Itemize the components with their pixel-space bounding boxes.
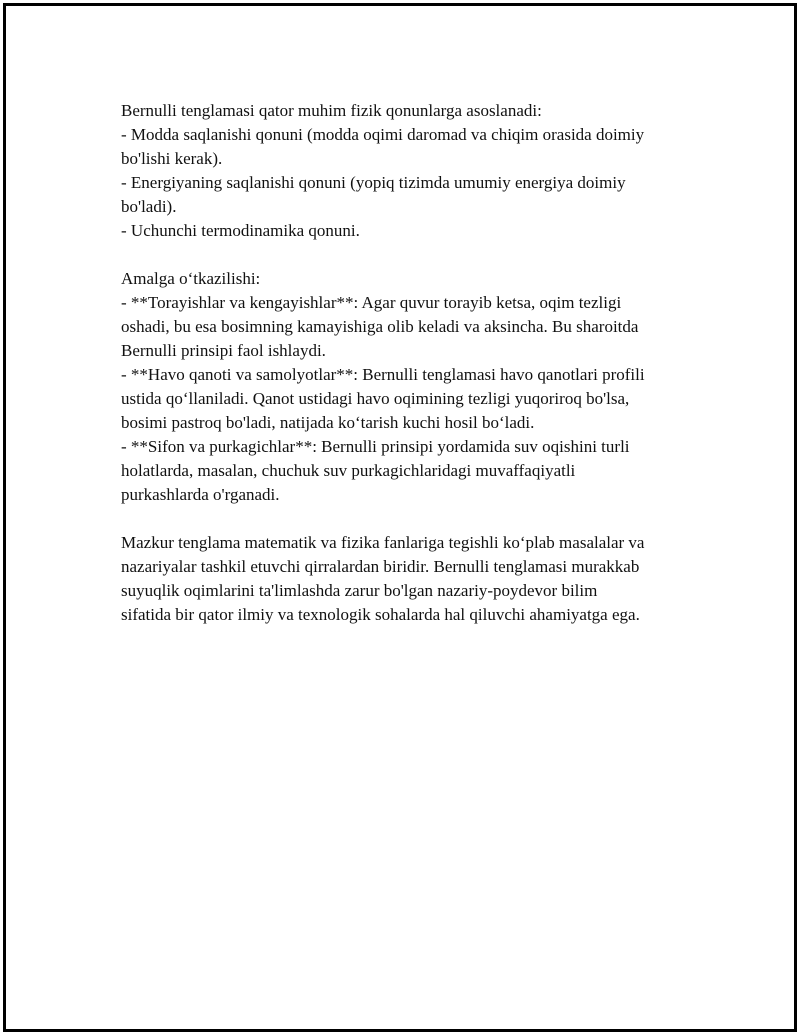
document-page: [3, 3, 797, 1032]
text-line: - **Torayishlar va kengayishlar**: Agar quvur torayib ketsa, oqim tezligi: [121, 293, 622, 312]
text-line: suyuqlik oqimlarini ta'limlashda zarur bo'lgan nazariy-poydevor bilim: [121, 581, 598, 600]
text-line: oshadi, bu esa bosimning kamayishiga olib keladi va aksincha. Bu sharoitda: [121, 317, 639, 336]
text-line: - **Sifon va purkagichlar**: Bernulli prinsipi yordamida suv oqishini turli: [121, 437, 630, 456]
text-line: - Uchunchi termodinamika qonuni.: [121, 221, 360, 240]
document-body: [121, 99, 701, 651]
paragraph-principles: [121, 99, 701, 243]
paragraph-conclusion: [121, 531, 701, 627]
text-line: holatlarda, masalan, chuchuk suv purkagichlaridagi muvaffaqiyatli: [121, 461, 576, 480]
text-line: sifatida bir qator ilmiy va texnologik sohalarda hal qiluvchi ahamiyatga ega.: [121, 605, 640, 624]
text-line: purkashlarda o'rganadi.: [121, 485, 280, 504]
text-line: bo'ladi).: [121, 197, 177, 216]
text-line: bosimi pastroq bo'ladi, natijada koʻtarish kuchi hosil boʻladi.: [121, 413, 535, 432]
text-line: bo'lishi kerak).: [121, 149, 223, 168]
text-line: Bernulli tenglamasi qator muhim fizik qonunlarga asoslanadi:: [121, 101, 542, 120]
text-line: ustida qoʻllaniladi. Qanot ustidagi havo oqimining tezligi yuqoriroq bo'lsa,: [121, 389, 630, 408]
text-line: - Energiyaning saqlanishi qonuni (yopiq tizimda umumiy energiya doimiy: [121, 173, 626, 192]
text-line: Mazkur tenglama matematik va fizika fanlariga tegishli koʻplab masalalar va: [121, 533, 645, 552]
text-line: - Modda saqlanishi qonuni (modda oqimi daromad va chiqim orasida doimiy: [121, 125, 645, 144]
text-line: nazariyalar tashkil etuvchi qirralardan biridir. Bernulli tenglamasi murakkab: [121, 557, 640, 576]
text-line: Bernulli prinsipi faol ishlaydi.: [121, 341, 326, 360]
paragraph-applications: [121, 267, 701, 507]
text-line: - **Havo qanoti va samolyotlar**: Bernulli tenglamasi havo qanotlari profili: [121, 365, 645, 384]
text-line: Amalga oʻtkazilishi:: [121, 269, 261, 288]
